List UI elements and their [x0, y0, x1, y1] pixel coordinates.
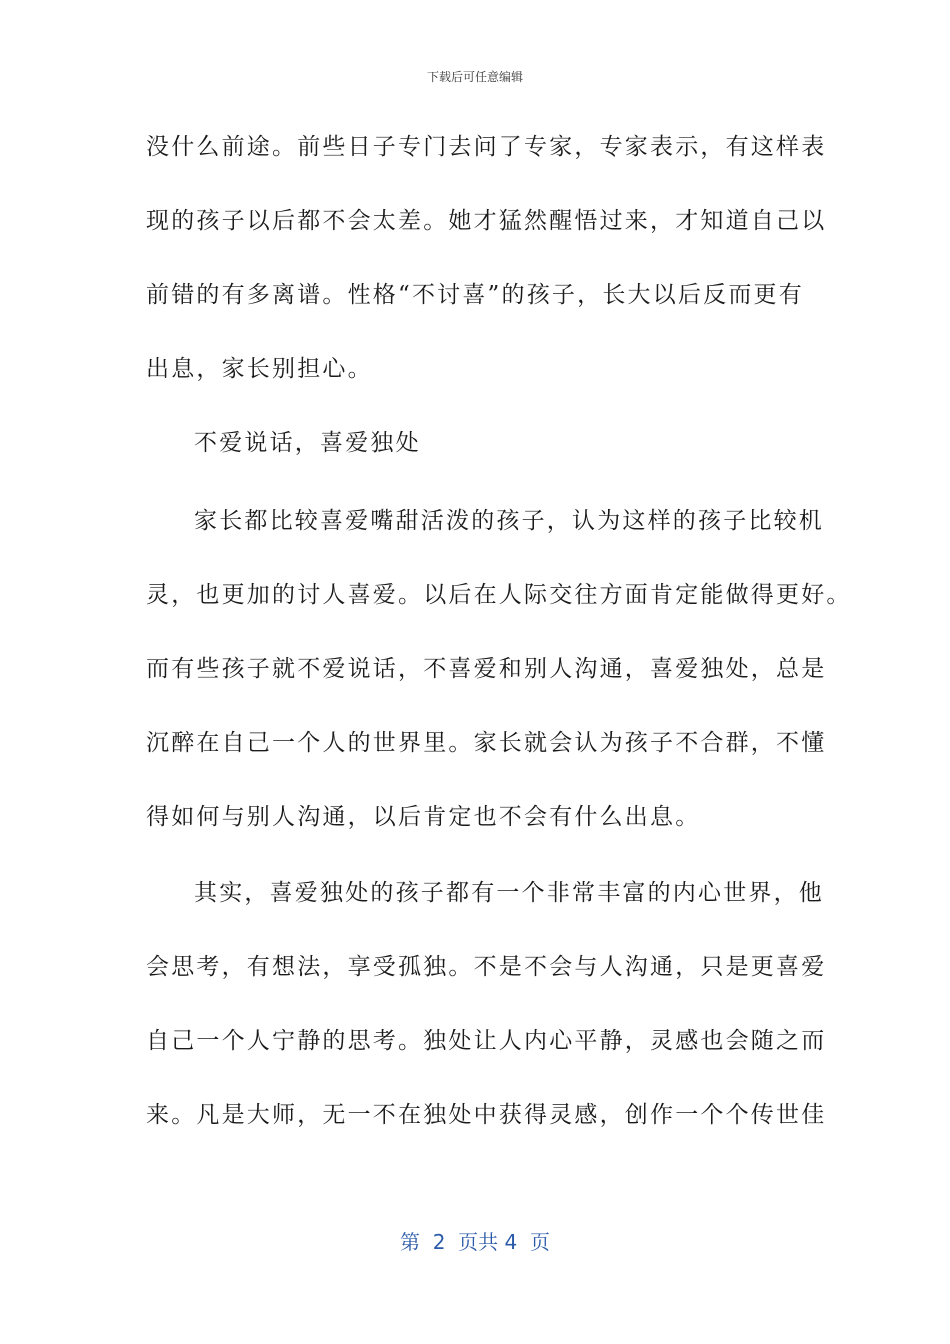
body-line: 来。凡是大师，无一不在独处中获得灵感，创作一个个传世佳: [146, 1102, 827, 1128]
body-line: 灵，也更加的讨人喜爱。以后在人际交往方面肯定能做得更好。: [146, 582, 852, 608]
body-line: 现的孩子以后都不会太差。她才猛然醒悟过来，才知道自己以: [146, 208, 827, 234]
section-heading: 不爱说话，喜爱独处: [194, 430, 421, 456]
body-line: 其实，喜爱独处的孩子都有一个非常丰富的内心世界，他: [194, 880, 824, 906]
body-line: 自己一个人宁静的思考。独处让人内心平静，灵感也会随之而: [146, 1028, 827, 1054]
body-line: 前错的有多离谱。性格“不讨喜”的孩子，长大以后反而更有: [146, 282, 804, 308]
page-header: 下载后可任意编辑: [426, 70, 523, 84]
body-line: 家长都比较喜爱嘴甜活泼的孩子，认为这样的孩子比较机: [194, 508, 824, 534]
page-number-footer: 第 2 页共 4 页: [400, 1230, 550, 1254]
body-line: 会思考，有想法，享受孤独。不是不会与人沟通，只是更喜爱: [146, 954, 827, 980]
body-line: 而有些孩子就不爱说话，不喜爱和别人沟通，喜爱独处，总是: [146, 656, 827, 682]
body-line: 出息，家长别担心。: [146, 356, 373, 382]
body-line: 没什么前途。前些日子专门去问了专家，专家表示，有这样表: [146, 134, 827, 160]
body-line: 得如何与别人沟通，以后肯定也不会有什么出息。: [146, 804, 701, 830]
body-line: 沉醉在自己一个人的世界里。家长就会认为孩子不合群，不懂: [146, 730, 827, 756]
